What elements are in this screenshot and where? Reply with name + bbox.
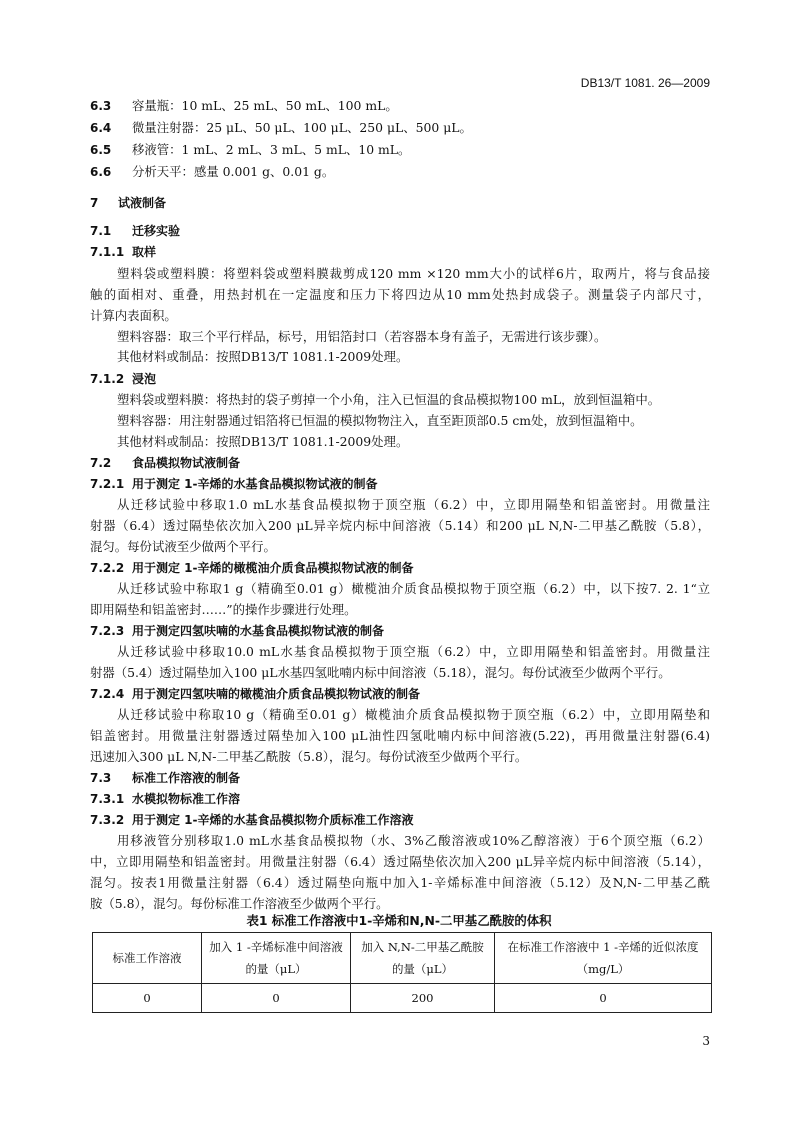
table-header-cell: 在标准工作溶液中 1 -辛烯的近似浓度 （mg/L）	[495, 933, 712, 984]
table-header-cell: 加入 N,N-二甲基乙酰胺 的量（μL）	[351, 933, 495, 984]
paragraph-line: 触的面相对、重叠，用热封机在一定温度和压力下将四边从10 mm处热封成袋子。测量袋子内部尺寸，	[90, 287, 710, 302]
table-header-cell: 加入 1 -辛烯标准中间溶液 的量（μL）	[202, 933, 351, 984]
section-6-5: 6.5 移液管：1 mL、2 mL、3 mL、5 mL、10 mL。	[90, 142, 411, 157]
paragraph-line: 塑料容器：用注射器通过铝箔将已恒温的模拟物物注入，直至距顶部0.5 cm处，放到恒温箱中。	[117, 413, 643, 428]
paragraph-line: 胺（5.8），混匀。每份标准工作溶液至少做两个平行。	[90, 896, 389, 911]
heading-7-2: 7.2 食品模拟物试液制备	[90, 456, 241, 470]
paragraph-line: 塑料容器：取三个平行样品，标号，用铝箔封口（若容器本身有盖子，无需进行该步骤）。	[117, 329, 607, 344]
heading-7-2-3: 7.2.3 用于测定四氢呋喃的水基食品模拟物试液的制备	[90, 624, 385, 638]
heading-7-1-1: 7.1.1 取样	[90, 245, 157, 259]
paragraph-line: 计算内表面积。	[90, 308, 177, 323]
paragraph-line: 塑料袋或塑料膜：将塑料袋或塑料膜裁剪成120 mm ×120 mm大小的试样6片，取两片，将与食品接	[117, 266, 710, 281]
paragraph-line: 塑料袋或塑料膜：将热封的袋子剪掉一个小角，注入已恒温的食品模拟物100 mL，放到恒温箱中。	[117, 392, 661, 407]
heading-7-1-2: 7.1.2 浸泡	[90, 372, 157, 386]
paragraph-line: 铝盖密封。用微量注射器透过隔垫加入100 μL油性四氢吡喃内标中间溶液(5.22)，再用微量注射器(6.4)	[90, 728, 710, 743]
paragraph-line: 从迁移试验中称取1 g（精确至0.01 g）橄榄油介质食品模拟物于顶空瓶（6.2）中，以下按7. 2. 1“立	[117, 581, 710, 596]
heading-7-2-2: 7.2.2 用于测定 1-辛烯的橄榄油介质食品模拟物试液的制备	[90, 561, 414, 575]
document-id: DB13/T 1081. 26—2009	[580, 76, 710, 90]
paragraph-line: 从迁移试验中称取10 g（精确至0.01 g）橄榄油介质食品模拟物于顶空瓶（6.2）中，立即用隔垫和	[117, 707, 710, 722]
heading-7-1: 7.1 迁移实验	[90, 224, 181, 238]
heading-7-2-1: 7.2.1 用于测定 1-辛烯的水基食品模拟物试液的制备	[90, 477, 378, 491]
table-caption: 表1 标准工作溶液中1-辛烯和N,N-二甲基乙酰胺的体积	[246, 913, 552, 928]
table-header-row	[93, 933, 712, 984]
section-6-6: 6.6 分析天平：感量 0.001 g、0.01 g。	[90, 164, 335, 179]
heading-7-3-2: 7.3.2 用于测定 1-辛烯的水基食品模拟物介质标准工作溶液	[90, 813, 414, 827]
paragraph-line: 其他材料或制品：按照DB13/T 1081.1-2009处理。	[117, 434, 409, 449]
table-cell: 0	[93, 984, 202, 1013]
table-cell: 0	[495, 984, 712, 1013]
paragraph-line: 射器（5.4）透过隔垫加入100 μL水基四氢吡喃内标中间溶液（5.18），混匀。每份试液至少做两个平行。	[90, 665, 671, 680]
paragraph-line: 从迁移试验中移取10.0 mL水基食品模拟物于顶空瓶（6.2）中，立即用隔垫和铝盖密封。用微量注	[117, 644, 710, 659]
section-6-4: 6.4 微量注射器：25 μL、50 μL、100 μL、250 μL、500 μL。	[90, 120, 472, 135]
heading-7-3-1: 7.3.1 水模拟物标准工作溶	[90, 792, 241, 806]
table-row	[93, 984, 712, 1013]
paragraph-line: 其他材料或制品：按照DB13/T 1081.1-2009处理。	[117, 349, 409, 364]
heading-7: 7 试液制备	[90, 196, 167, 210]
paragraph-line: 迅速加入300 μL N,N-二甲基乙酰胺（5.8），混匀。每份试液至少做两个平行。	[90, 749, 528, 764]
heading-7-3: 7.3 标准工作溶液的制备	[90, 771, 241, 785]
paragraph-line: 即用隔垫和铝盖密封……”的操作步骤进行处理。	[90, 602, 357, 617]
paragraph-line: 中，立即用隔垫和铝盖密封。用微量注射器（6.4）透过隔垫依次加入200 μL异辛烷内标中间溶液（5.14），	[90, 854, 710, 869]
paragraph-line: 混匀。按表1用微量注射器（6.4）透过隔垫向瓶中加入1-辛烯标准中间溶液（5.12）及N,N-二甲基乙酰	[90, 875, 710, 890]
paragraph-line: 用移液管分别移取1.0 mL水基食品模拟物（水、3%乙酸溶液或10%乙醇溶液）于6个顶空瓶（6.2）	[117, 833, 710, 848]
paragraph-line: 从迁移试验中移取1.0 mL水基食品模拟物于顶空瓶（6.2）中，立即用隔垫和铝盖密封。用微量注	[117, 497, 710, 512]
table-header-cell: 标准工作溶液	[93, 933, 202, 984]
paragraph-line: 射器（6.4）透过隔垫依次加入200 μL异辛烷内标中间溶液（5.14）和200 μL N,N-二甲基乙酰胺（5.8），	[90, 518, 710, 533]
table-cell: 0	[202, 984, 351, 1013]
section-6-3: 6.3 容量瓶：10 mL、25 mL、50 mL、100 mL。	[90, 98, 398, 113]
page-number: 3	[702, 1034, 710, 1048]
data-table	[92, 932, 712, 1013]
heading-7-2-4: 7.2.4 用于测定四氢呋喃的橄榄油介质食品模拟物试液的制备	[90, 687, 421, 701]
table-cell: 200	[351, 984, 495, 1013]
paragraph-line: 混匀。每份试液至少做两个平行。	[90, 539, 276, 554]
